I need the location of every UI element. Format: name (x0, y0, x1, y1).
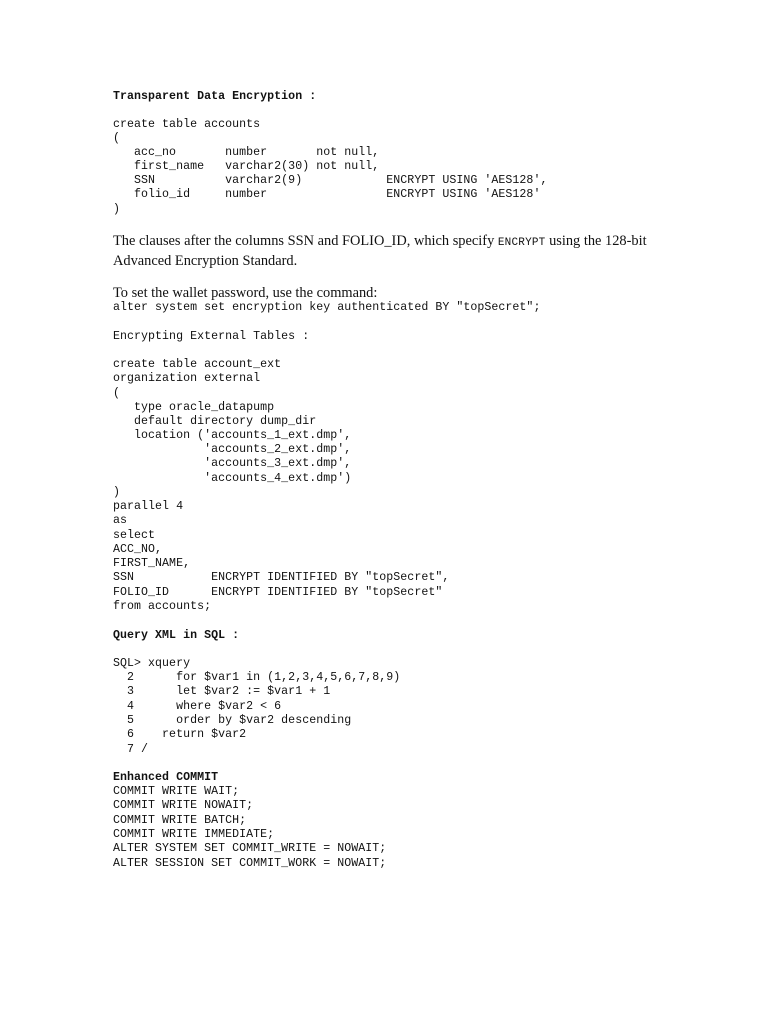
code-line: folio_id number ENCRYPT USING 'AES128' (113, 188, 541, 201)
wallet-intro: To set the wallet password, use the command: (113, 285, 378, 301)
code-line: ( (113, 387, 121, 400)
code-line: select (113, 529, 156, 542)
code-line: type oracle_datapump (113, 401, 275, 414)
heading-enhanced-commit: Enhanced COMMIT (113, 771, 219, 784)
code-line: parallel 4 (113, 500, 184, 513)
wallet-command: alter system set encryption key authenticated BY "topSecret"; (113, 301, 541, 314)
code-line: SSN varchar2(9) ENCRYPT USING 'AES128', (113, 174, 548, 187)
heading-tde: Transparent Data Encryption : (113, 90, 317, 103)
code-line: acc_no number not null, (113, 146, 380, 159)
code-line: 'accounts_3_ext.dmp', (113, 457, 352, 470)
code-line: organization external (113, 372, 261, 385)
code-line: COMMIT WRITE NOWAIT; (113, 799, 254, 812)
code-line: SQL> xquery (113, 657, 191, 670)
code-line: COMMIT WRITE WAIT; (113, 785, 240, 798)
heading-query-xml: Query XML in SQL : (113, 629, 240, 642)
code-line: ACC_NO, (113, 543, 163, 556)
encrypt-keyword: ENCRYPT (497, 237, 546, 249)
code-line: create table account_ext (113, 358, 282, 371)
code-line: 'accounts_4_ext.dmp') (113, 472, 352, 485)
code-line: create table accounts (113, 118, 261, 131)
explanation-text: using the 128-bit Advanced Encryption Standard. (113, 233, 647, 269)
code-line: location ('accounts_1_ext.dmp', (113, 429, 352, 442)
code-line: 'accounts_2_ext.dmp', (113, 443, 352, 456)
code-line: 3 let $var2 := $var1 + 1 (113, 685, 331, 698)
code-line: default directory dump_dir (113, 415, 317, 428)
code-line: FIRST_NAME, (113, 557, 191, 570)
code-line: as (113, 514, 128, 527)
heading-external-tables: Encrypting External Tables : (113, 330, 310, 343)
code-line: COMMIT WRITE BATCH; (113, 814, 247, 827)
code-line: ( (113, 132, 121, 145)
code-line: 5 order by $var2 descending (113, 714, 352, 727)
code-line: ) (113, 486, 121, 499)
code-line: ALTER SYSTEM SET COMMIT_WRITE = NOWAIT; (113, 842, 387, 855)
code-line: FOLIO_ID ENCRYPT IDENTIFIED BY "topSecret" (113, 586, 443, 599)
code-line: SSN ENCRYPT IDENTIFIED BY "topSecret", (113, 571, 450, 584)
code-line: 4 where $var2 < 6 (113, 700, 282, 713)
code-line: ) (113, 203, 121, 216)
code-line: COMMIT WRITE IMMEDIATE; (113, 828, 275, 841)
tde-explanation (113, 232, 653, 270)
explanation-text: The clauses after the columns SSN and FOLIO_ID, which specify (113, 233, 498, 249)
code-line: 7 / (113, 743, 149, 756)
code-line: ALTER SESSION SET COMMIT_WORK = NOWAIT; (113, 857, 387, 870)
code-line: first_name varchar2(30) not null, (113, 160, 380, 173)
code-line: 2 for $var1 in (1,2,3,4,5,6,7,8,9) (113, 671, 401, 684)
code-line: from accounts; (113, 600, 212, 613)
code-line: 6 return $var2 (113, 728, 247, 741)
